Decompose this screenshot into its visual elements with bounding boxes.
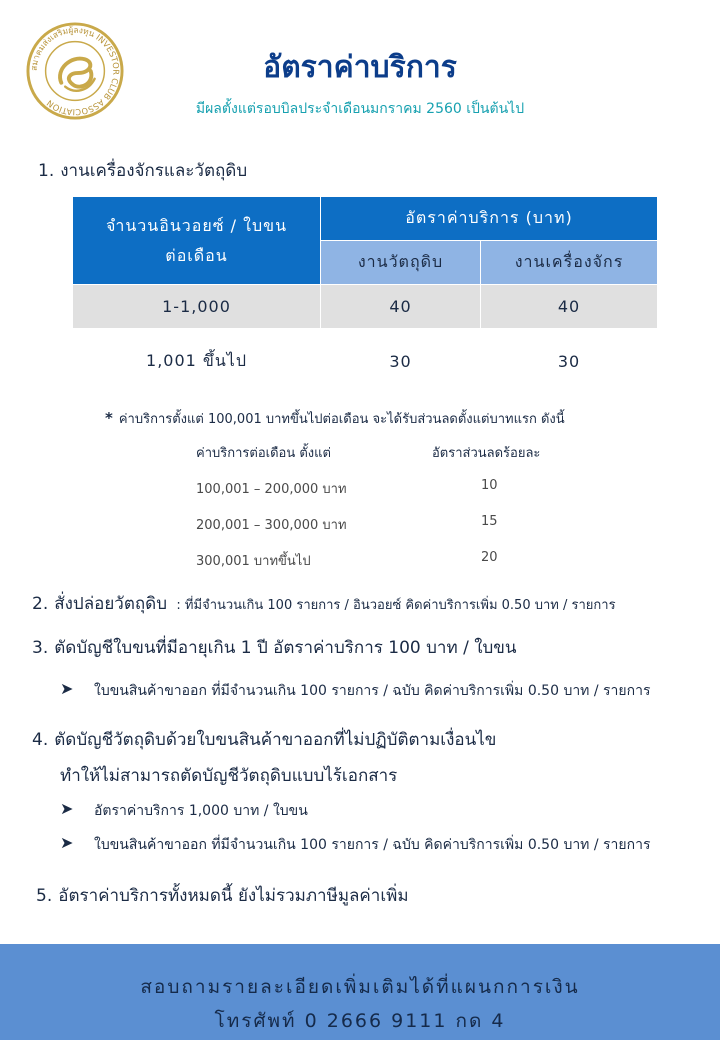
section-2-number: 2. (32, 594, 49, 614)
discount-rate: 10 (481, 478, 498, 493)
arrowhead-bullet-icon: ➤ (60, 833, 74, 852)
section-1-number: 1. (38, 161, 55, 181)
table-row (73, 329, 658, 377)
footer-contact-text: สอบถามรายละเอียดเพิ่มเติมได้ที่แผนกการเงิน (140, 976, 580, 998)
discount-rate: 20 (481, 550, 498, 565)
range-cell: 1-1,000 (73, 285, 321, 329)
section-3-heading (32, 634, 517, 661)
arrowhead-bullet-icon: ➤ (60, 679, 74, 698)
discount-note (0, 408, 720, 429)
note-text: ค่าบริการตั้งแต่ 100,001 บาทขึ้นไปต่อเดือน จะได้รับส่วนลดตั้งแต่บาทแรก ดังนี้ (118, 412, 565, 427)
discount-header-row (196, 442, 576, 478)
discount-fee: 200,001 – 300,000 บาท (196, 518, 347, 533)
rate-table (72, 196, 658, 377)
section-5-number: 5. (36, 886, 53, 906)
section-5-heading (36, 882, 409, 909)
range-cell: 1,001 ขึ้นไป (73, 329, 321, 377)
section-4-title-line2: ทำให้ไม่สามารถตัดบัญชีวัตถุดิบแบบไร้เอกสาร (60, 766, 398, 786)
invoice-header-line1: จำนวนอินวอยซ์ / ใบขน (106, 215, 287, 235)
section-3-number: 3. (32, 638, 49, 658)
discount-fee: 100,001 – 200,000 บาท (196, 482, 347, 497)
section-1-heading (38, 157, 247, 184)
machine-rate-cell: 30 (481, 329, 658, 377)
discount-row (196, 514, 576, 550)
section-2-heading (32, 590, 616, 617)
section-2-detail: : ที่มีจำนวนเกิน 100 รายการ / อินวอยซ์ คิดค่าบริการเพิ่ม 0.50 บาท / รายการ (176, 598, 616, 613)
bullet-text: ใบขนสินค้าขาออก ที่มีจำนวนเกิน 100 รายการ / ฉบับ คิดค่าบริการเพิ่ม 0.50 บาท / รายการ (94, 837, 651, 853)
section-2-title: สั่งปล่อยวัตถุดิบ (54, 594, 168, 614)
machine-rate-cell: 40 (481, 285, 658, 329)
discount-rate: 15 (481, 514, 498, 529)
footer-phone: โทรศัพท์ 0 2666 9111 กด 4 (214, 1010, 506, 1032)
section-4-heading (32, 726, 496, 753)
section-4-number: 4. (32, 730, 49, 750)
section-4-title-line1: ตัดบัญชีวัตถุดิบด้วยใบขนสินค้าขาออกที่ไม่ปฏิบัติตามเงื่อนไข (54, 730, 497, 750)
machinery-column-header: งานเครื่องจักร (481, 241, 658, 285)
discount-fee: 300,001 บาทขึ้นไป (196, 554, 311, 569)
raw-rate-cell: 30 (321, 329, 481, 377)
discount-table (196, 442, 576, 586)
section-1-title: งานเครื่องจักรและวัตถุดิบ (60, 161, 248, 181)
section-5-title: อัตราค่าบริการทั้งหมดนี้ ยังไม่รวมภาษีมูลค่าเพิ่ม (58, 886, 409, 906)
table-row (73, 285, 658, 329)
page-title: อัตราค่าบริการ (263, 50, 457, 85)
invoice-header-line2: ต่อเดือน (165, 245, 228, 265)
discount-fee-header: ค่าบริการต่อเดือน ตั้งแต่ (196, 446, 331, 461)
raw-rate-cell: 40 (321, 285, 481, 329)
bullet-text: ใบขนสินค้าขาออก ที่มีจำนวนเกิน 100 รายการ / ฉบับ คิดค่าบริการเพิ่ม 0.50 บาท / รายการ (94, 683, 651, 699)
invoice-column-header (73, 197, 321, 285)
bullet-text: อัตราค่าบริการ 1,000 บาท / ใบขน (94, 803, 308, 819)
svg-text:สมาคมส่งเสริมผู้ลงทุน INVESTOR: สมาคมส่งเสริมผู้ลงทุน INVESTOR CLUB ASSOCIATION (28, 24, 122, 118)
arrowhead-bullet-icon: ➤ (60, 799, 74, 818)
section-3-title: ตัดบัญชีใบขนที่มีอายุเกิน 1 ปี อัตราค่าบริการ 100 บาท / ใบขน (54, 638, 517, 658)
discount-row (196, 550, 576, 586)
effective-date-subtitle: มีผลตั้งแต่รอบบิลประจำเดือนมกราคม 2560 เป็นต้นไป (195, 101, 525, 117)
rate-column-header: อัตราค่าบริการ (บาท) (321, 197, 658, 241)
note-asterisk: * (105, 409, 113, 427)
contact-footer (0, 944, 720, 1040)
discount-rate-header: อัตราส่วนลดร้อยละ (432, 446, 541, 461)
discount-row (196, 478, 576, 514)
raw-material-column-header: งานวัตถุดิบ (321, 241, 481, 285)
